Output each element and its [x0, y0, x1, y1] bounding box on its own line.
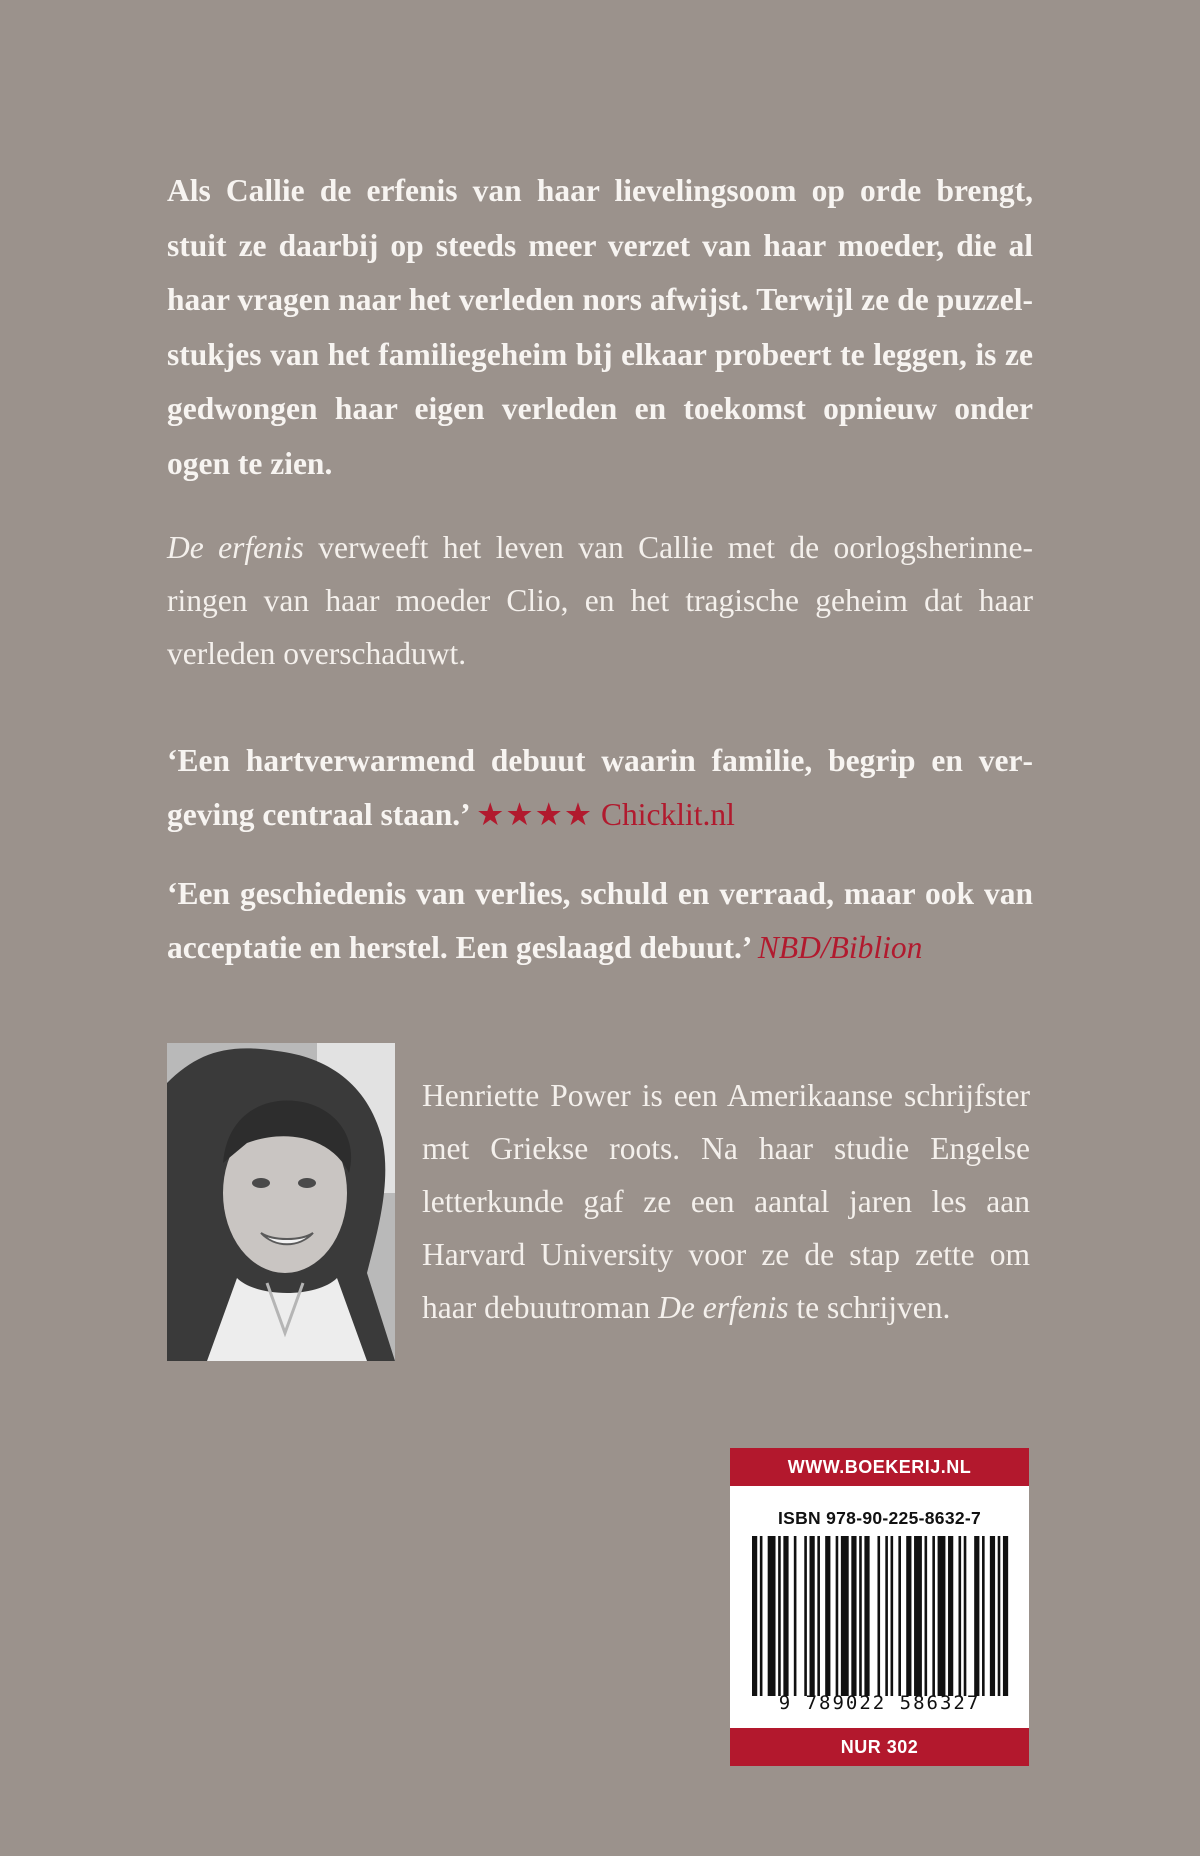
- blurb-paragraph-2-text: verweeft het leven van Callie met de oorlogsherinneringen van haar moeder Clio, en het tragische geheim dat haar verleden overschaduwt.: [167, 530, 1033, 671]
- barcode-bar: [925, 1536, 928, 1696]
- barcode-bar: [898, 1536, 901, 1696]
- blurb-paragraph-2: [167, 521, 1033, 680]
- blurb-paragraph-1: Als Callie de erfenis van haar lievelingsoom op orde brengt, stuit ze daarbij op steeds meer verzet van haar moeder, die al haar vragen naar het verleden nors afwijst. Terwijl ze de puzzelstukjes van het familiegeheim bij elkaar probeert te leggen, is ze gedwongen haar eigen verleden en toekomst opnieuw onder ogen te zien.: [167, 173, 1033, 481]
- review-quote-2-text: ‘Een geschiedenis van verlies, schuld en verraad, maar ook van acceptatie en herstel. Een geslaagd debuut.’: [167, 876, 1033, 965]
- barcode-bar: [760, 1536, 763, 1696]
- review-quote-1: [167, 734, 1033, 842]
- nur-code: NUR 302: [730, 1728, 1029, 1766]
- rating-stars: ★★★★: [476, 797, 594, 832]
- barcode-bar: [885, 1536, 888, 1696]
- barcode-bar: [851, 1536, 856, 1696]
- barcode-bar: [783, 1536, 788, 1696]
- author-bio: [422, 1069, 1030, 1334]
- barcode-label: [730, 1448, 1029, 1766]
- barcode-bar: [859, 1536, 862, 1696]
- review-quote-1-text: ‘Een hartverwarmend debuut waarin familie, begrip en vergeving centraal staan.’: [167, 743, 1033, 832]
- book-title-inline: De erfenis: [167, 530, 304, 565]
- barcode-bar: [998, 1536, 1001, 1696]
- barcode-bar: [877, 1536, 880, 1696]
- review-source-2: NBD/Biblion: [757, 930, 923, 965]
- barcode-bar: [794, 1536, 797, 1696]
- barcode-bar: [825, 1536, 830, 1696]
- barcode-bar: [817, 1536, 820, 1696]
- barcode-bar: [948, 1536, 953, 1696]
- barcode-bar: [836, 1536, 839, 1696]
- barcode-bar: [958, 1536, 961, 1696]
- review-quote-2: [167, 867, 1033, 975]
- barcode-bar: [804, 1536, 807, 1696]
- barcode-bar: [810, 1536, 815, 1696]
- barcode-bar: [938, 1536, 946, 1696]
- barcode-bar: [982, 1536, 985, 1696]
- barcode-bar: [974, 1536, 979, 1696]
- barcode-bar: [864, 1536, 869, 1696]
- author-bio-text: Henriette Power is een Amerikaanse schrijfster met Griekse roots. Na haar studie Engelse letterkunde gaf ze een aantal jaren les aan Harvard University voor ze de stap zette om haar debuutroman: [422, 1078, 1030, 1325]
- barcode-bar: [914, 1536, 922, 1696]
- barcode-bar: [768, 1536, 776, 1696]
- author-photo: [167, 1043, 395, 1361]
- review-source-1: Chicklit.nl: [600, 797, 735, 832]
- barcode-bar: [1003, 1536, 1008, 1696]
- barcode-bar: [964, 1536, 967, 1696]
- barcode-bar: [932, 1536, 935, 1696]
- author-bio-book-title: De erfenis: [658, 1290, 789, 1325]
- barcode-bar: [891, 1536, 894, 1696]
- author-portrait-illustration: [167, 1043, 395, 1361]
- barcode-bars: [752, 1536, 1016, 1696]
- barcode-bar: [778, 1536, 781, 1696]
- isbn-text: ISBN 978-90-225-8632-7: [777, 1508, 982, 1528]
- barcode-bar: [752, 1536, 757, 1696]
- barcode-bar: [990, 1536, 995, 1696]
- barcode-bar: [841, 1536, 849, 1696]
- publisher-website: WWW.BOEKERIJ.NL: [730, 1448, 1029, 1486]
- barcode-digits: 9 789022 586327: [778, 1692, 981, 1714]
- barcode-bar: [906, 1536, 911, 1696]
- author-bio-end: te schrijven.: [788, 1290, 951, 1325]
